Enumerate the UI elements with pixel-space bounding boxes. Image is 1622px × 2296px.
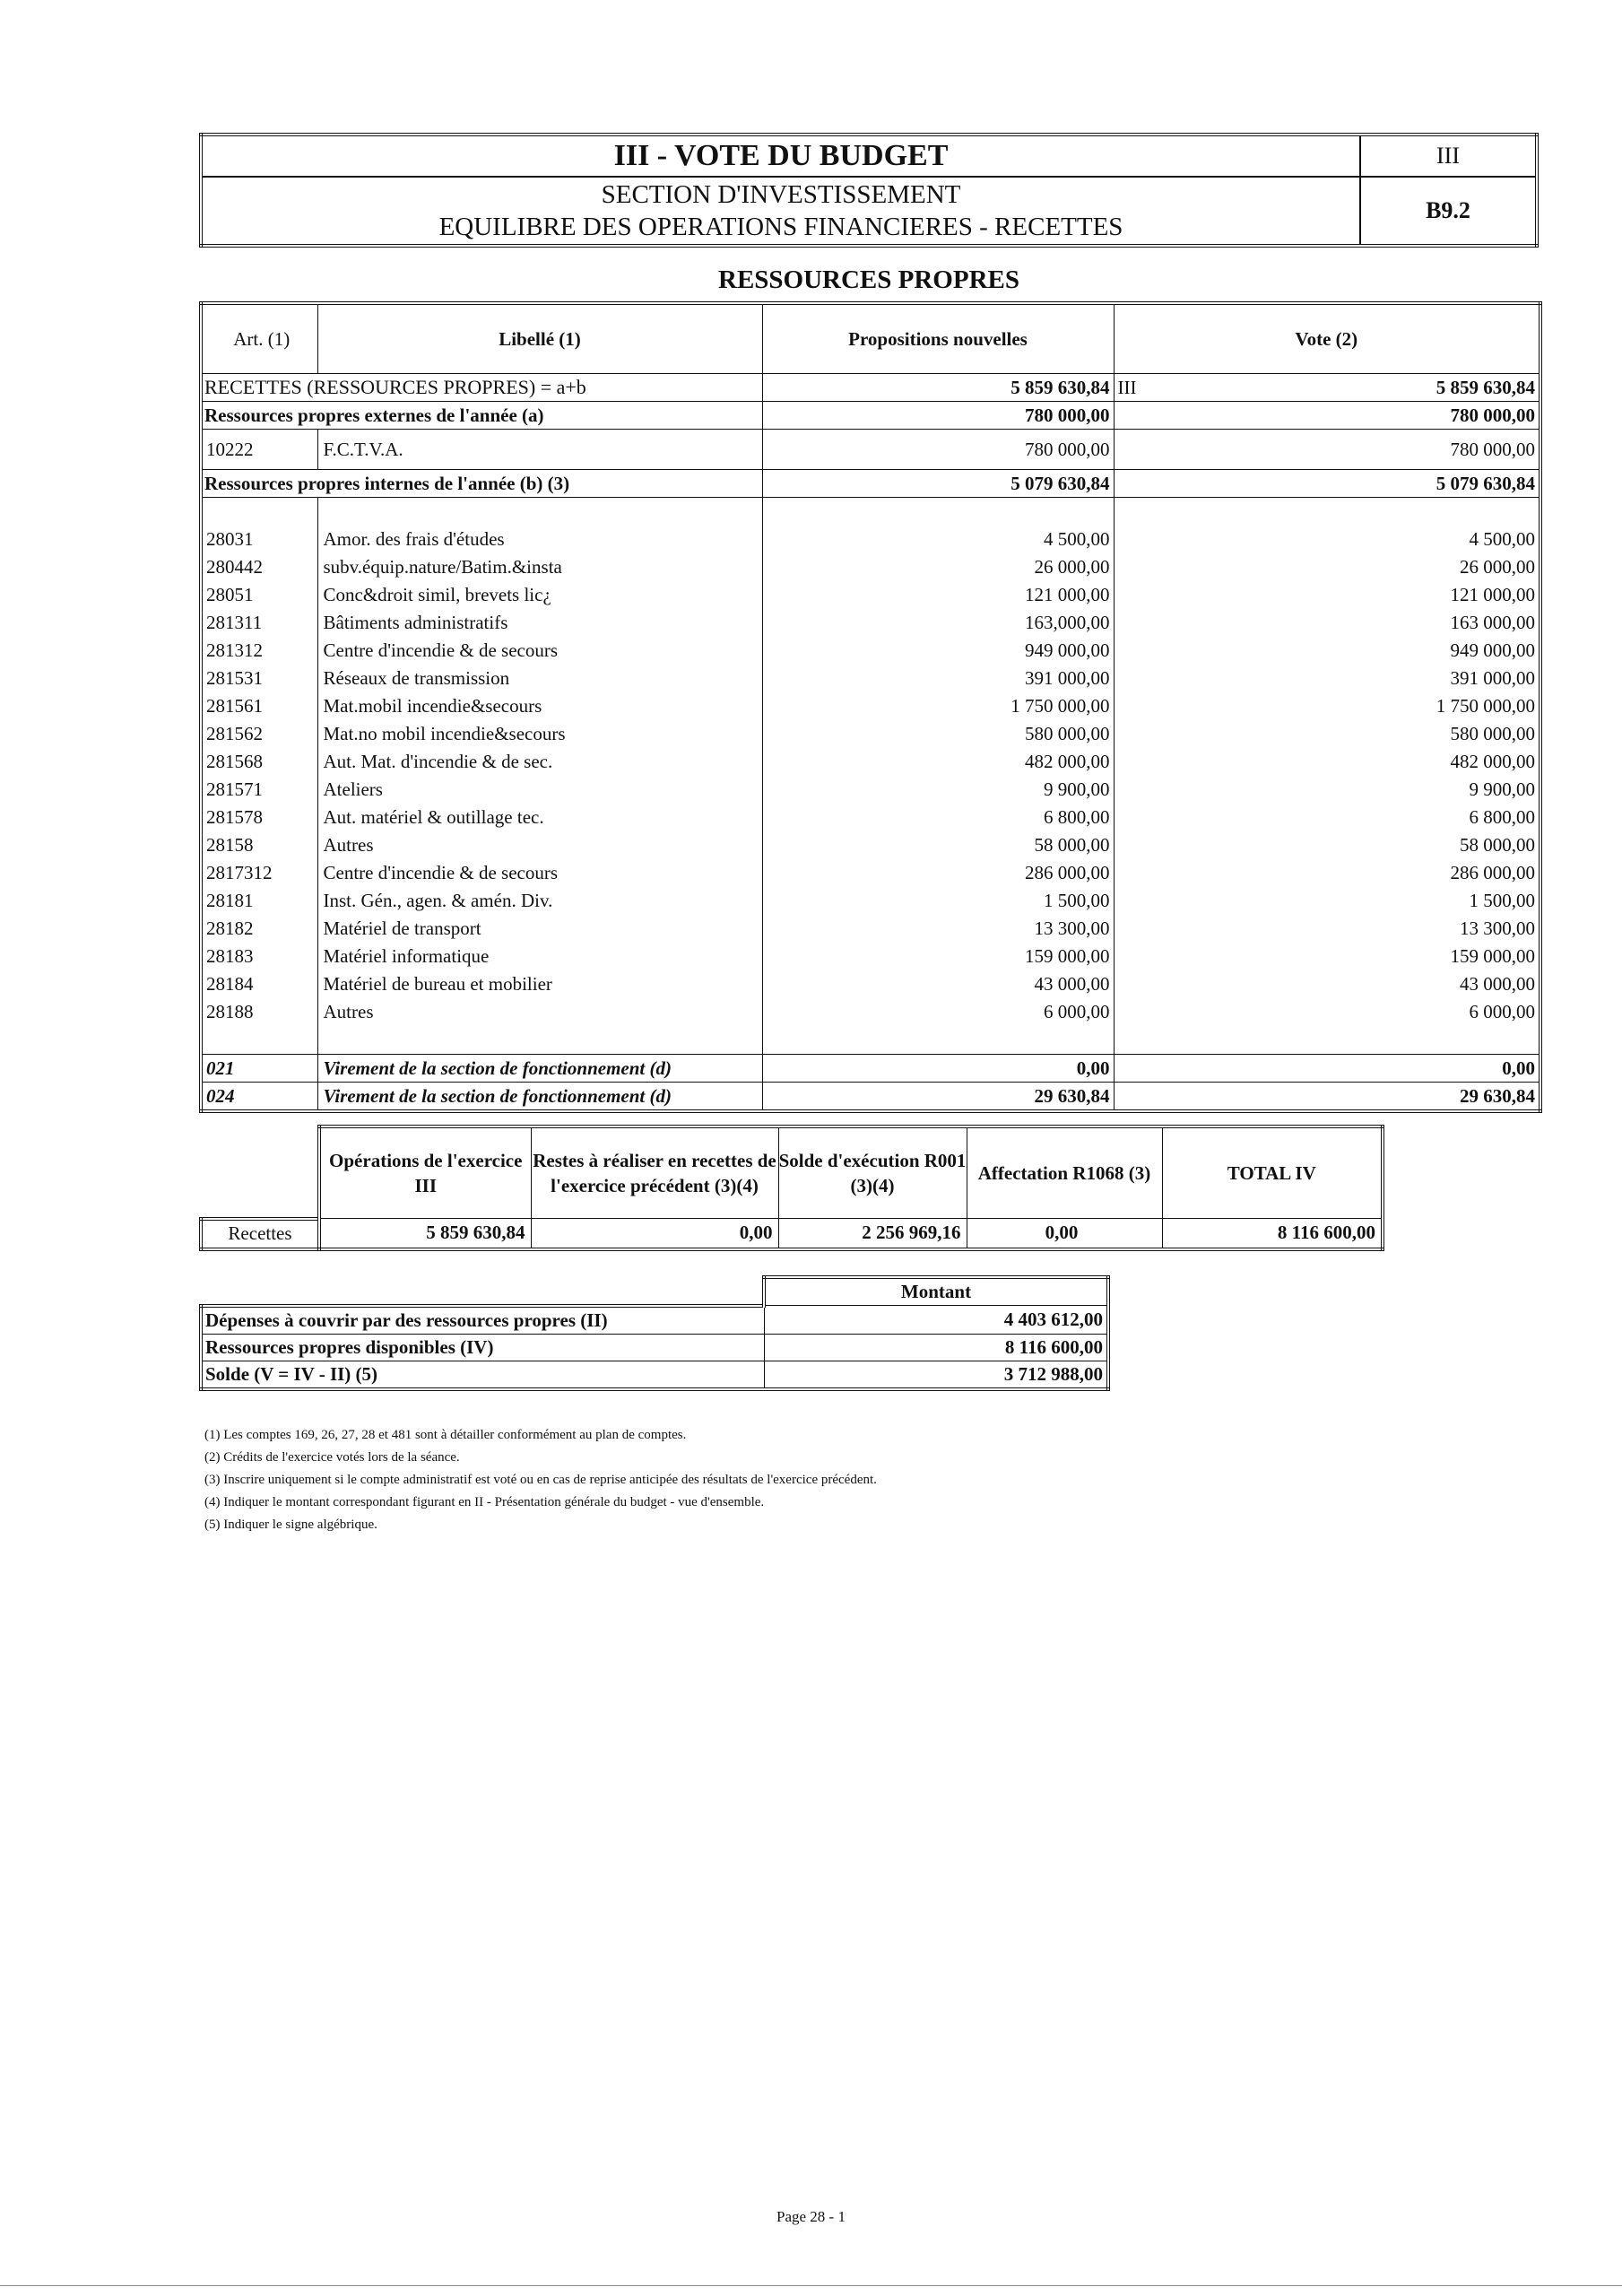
table-row xyxy=(201,581,1540,609)
vote-value: 0,00 xyxy=(1114,1055,1540,1083)
art-code: 28183 xyxy=(201,943,317,970)
montant-value: 4 403 612,00 xyxy=(764,1306,1108,1335)
section-code-bottom: B9.2 xyxy=(1360,177,1537,246)
propositions-value: 6 000,00 xyxy=(762,998,1114,1026)
vote-value: 9 900,00 xyxy=(1114,776,1540,804)
libelle: Centre d'incendie & de secours xyxy=(317,859,762,887)
virement-row xyxy=(201,1055,1540,1083)
propositions-value: 949 000,00 xyxy=(762,637,1114,665)
libelle: Inst. Gén., agen. & amén. Div. xyxy=(317,887,762,915)
footnote: (1) Les comptes 169, 26, 27, 28 et 481 sont à détailler conformément au plan de comptes. xyxy=(204,1428,687,1442)
art-code: 281562 xyxy=(201,720,317,748)
total-vote: 5 859 630,84 xyxy=(1436,376,1535,398)
art-code: 28184 xyxy=(201,970,317,998)
libelle: Aut. matériel & outillage tec. xyxy=(317,804,762,831)
spacer-row xyxy=(201,1026,1540,1055)
footnote: (5) Indiquer le signe algébrique. xyxy=(204,1518,377,1532)
externes-row xyxy=(201,402,1540,430)
propositions-value: 286 000,00 xyxy=(762,859,1114,887)
montant-row xyxy=(201,1306,1108,1335)
page-number: Page 28 - 1 xyxy=(776,2208,846,2225)
vote-value: 29 630,84 xyxy=(1114,1083,1540,1112)
art-code: 2817312 xyxy=(201,859,317,887)
table-row xyxy=(201,430,1540,470)
ressources-table xyxy=(199,301,1542,1113)
vote-value: 4 500,00 xyxy=(1114,526,1540,553)
art-code: 281571 xyxy=(201,776,317,804)
propositions-value: 159 000,00 xyxy=(762,943,1114,970)
table-row xyxy=(201,998,1540,1026)
libelle: Matériel informatique xyxy=(317,943,762,970)
internes-row xyxy=(201,470,1540,498)
table-row xyxy=(201,637,1540,665)
table-row xyxy=(201,831,1540,859)
vote-value: 121 000,00 xyxy=(1114,581,1540,609)
vote-value: 286 000,00 xyxy=(1114,859,1540,887)
col-header-art: Art. (1) xyxy=(201,303,317,374)
affectation-value: 0,00 xyxy=(967,1219,1162,1249)
vote-value: 13 300,00 xyxy=(1114,915,1540,943)
art-code: 021 xyxy=(201,1055,317,1083)
section-subtitle xyxy=(201,177,1360,246)
table-row xyxy=(201,804,1540,831)
libelle: Virement de la section de fonctionnement (d) xyxy=(317,1055,762,1083)
propositions-value: 13 300,00 xyxy=(762,915,1114,943)
externes-propositions: 780 000,00 xyxy=(762,402,1114,430)
table-row xyxy=(201,748,1540,776)
propositions-value: 4 500,00 xyxy=(762,526,1114,553)
vote-value: 163 000,00 xyxy=(1114,609,1540,637)
art-code: 28158 xyxy=(201,831,317,859)
footnote: (2) Crédits de l'exercice votés lors de la séance. xyxy=(204,1450,460,1465)
art-code: 28188 xyxy=(201,998,317,1026)
propositions-value: 1 750 000,00 xyxy=(762,692,1114,720)
section-code-top: III xyxy=(1360,135,1537,177)
art-code: 281311 xyxy=(201,609,317,637)
table-row xyxy=(201,609,1540,637)
libelle: Autres xyxy=(317,998,762,1026)
total-mid-label: III xyxy=(1117,377,1137,398)
propositions-value: 6 800,00 xyxy=(762,804,1114,831)
recettes-row xyxy=(201,1219,1383,1249)
table-row xyxy=(201,720,1540,748)
operations-header-row xyxy=(201,1126,1383,1219)
table-row xyxy=(201,859,1540,887)
vote-value: 482 000,00 xyxy=(1114,748,1540,776)
table-row xyxy=(201,776,1540,804)
vote-value: 1 750 000,00 xyxy=(1114,692,1540,720)
solde-value: 2 256 969,16 xyxy=(778,1219,967,1249)
table-row xyxy=(201,943,1540,970)
montant-value: 3 712 988,00 xyxy=(764,1361,1108,1389)
col-header-vote: Vote (2) xyxy=(1114,303,1540,374)
art-code: 281312 xyxy=(201,637,317,665)
col-header-total: TOTAL IV xyxy=(1162,1126,1383,1219)
footnote: (3) Inscrire uniquement si le compte administratif est voté ou en cas de reprise anticipée des résultats de l'exercice précédent. xyxy=(204,1473,877,1487)
table-header-row xyxy=(201,303,1540,374)
art-code: 28031 xyxy=(201,526,317,553)
vote-value: 780 000,00 xyxy=(1114,430,1540,470)
montant-header-row xyxy=(201,1277,1108,1306)
table-row xyxy=(201,665,1540,692)
libelle: Mat.no mobil incendie&secours xyxy=(317,720,762,748)
montant-label: Solde (V = IV - II) (5) xyxy=(201,1361,764,1389)
section-name: SECTION D'INVESTISSEMENT xyxy=(601,180,961,209)
col-header-libelle: Libellé (1) xyxy=(317,303,762,374)
propositions-value: 9 900,00 xyxy=(762,776,1114,804)
col-header-operations: Opérations de l'exercice III xyxy=(319,1126,531,1219)
subtitle-text: EQUILIBRE DES OPERATIONS FINANCIERES - RECETTES xyxy=(438,213,1123,241)
libelle: F.C.T.V.A. xyxy=(317,430,762,470)
art-code: 281568 xyxy=(201,748,317,776)
art-code: 28181 xyxy=(201,887,317,915)
libelle: Matériel de bureau et mobilier xyxy=(317,970,762,998)
vote-value: 6 000,00 xyxy=(1114,998,1540,1026)
recettes-label: Recettes xyxy=(201,1219,319,1249)
bottom-rule xyxy=(0,2285,1622,2286)
total-value: 8 116 600,00 xyxy=(1162,1219,1383,1249)
propositions-value: 1 500,00 xyxy=(762,887,1114,915)
vote-value: 58 000,00 xyxy=(1114,831,1540,859)
libelle: Bâtiments administratifs xyxy=(317,609,762,637)
vote-value: 391 000,00 xyxy=(1114,665,1540,692)
table-row xyxy=(201,526,1540,553)
montant-label: Dépenses à couvrir par des ressources propres (II) xyxy=(201,1306,764,1335)
col-header-solde: Solde d'exécution R001 (3)(4) xyxy=(778,1126,967,1219)
vote-value: 1 500,00 xyxy=(1114,887,1540,915)
vote-value: 159 000,00 xyxy=(1114,943,1540,970)
libelle: Mat.mobil incendie&secours xyxy=(317,692,762,720)
propositions-value: 43 000,00 xyxy=(762,970,1114,998)
total-label: RECETTES (RESSOURCES PROPRES) = a+b xyxy=(201,374,762,402)
vote-value: 6 800,00 xyxy=(1114,804,1540,831)
montant-value: 8 116 600,00 xyxy=(764,1334,1108,1361)
libelle: Aut. Mat. d'incendie & de sec. xyxy=(317,748,762,776)
libelle: Réseaux de transmission xyxy=(317,665,762,692)
propositions-value: 482 000,00 xyxy=(762,748,1114,776)
propositions-value: 780 000,00 xyxy=(762,430,1114,470)
montant-row xyxy=(201,1361,1108,1389)
table-row xyxy=(201,915,1540,943)
libelle: Ateliers xyxy=(317,776,762,804)
montant-label: Ressources propres disponibles (IV) xyxy=(201,1334,764,1361)
operations-value: 5 859 630,84 xyxy=(319,1219,531,1249)
footnotes xyxy=(204,1424,877,1536)
internes-propositions: 5 079 630,84 xyxy=(762,470,1114,498)
art-code: 281578 xyxy=(201,804,317,831)
vote-value: 580 000,00 xyxy=(1114,720,1540,748)
propositions-value: 391 000,00 xyxy=(762,665,1114,692)
internes-label: Ressources propres internes de l'année (b) (3) xyxy=(201,470,762,498)
col-header-propositions: Propositions nouvelles xyxy=(762,303,1114,374)
virement-row xyxy=(201,1083,1540,1112)
externes-label: Ressources propres externes de l'année (a) xyxy=(201,402,762,430)
table-row xyxy=(201,970,1540,998)
libelle: Autres xyxy=(317,831,762,859)
restes-value: 0,00 xyxy=(531,1219,778,1249)
libelle: Virement de la section de fonctionnement (d) xyxy=(317,1083,762,1112)
operations-table xyxy=(199,1125,1384,1251)
montant-table xyxy=(199,1275,1110,1391)
libelle: Amor. des frais d'études xyxy=(317,526,762,553)
total-vote-cell xyxy=(1114,374,1540,402)
art-code: 281531 xyxy=(201,665,317,692)
libelle: Centre d'incendie & de secours xyxy=(317,637,762,665)
libelle: subv.équip.nature/Batim.&insta xyxy=(317,553,762,581)
vote-value: 949 000,00 xyxy=(1114,637,1540,665)
vote-value: 26 000,00 xyxy=(1114,553,1540,581)
table-row xyxy=(201,553,1540,581)
montant-header: Montant xyxy=(764,1277,1108,1306)
header-block xyxy=(199,133,1539,248)
col-header-restes: Restes à réaliser en recettes de l'exercice précédent (3)(4) xyxy=(531,1126,778,1219)
propositions-value: 29 630,84 xyxy=(762,1083,1114,1112)
page-title: III - VOTE DU BUDGET xyxy=(201,135,1360,177)
propositions-value: 0,00 xyxy=(762,1055,1114,1083)
art-code: 281561 xyxy=(201,692,317,720)
art-code: 28182 xyxy=(201,915,317,943)
propositions-value: 163,000,00 xyxy=(762,609,1114,637)
ressources-propres-title: RESSOURCES PROPRES xyxy=(718,265,1019,294)
art-code: 28051 xyxy=(201,581,317,609)
vote-value: 43 000,00 xyxy=(1114,970,1540,998)
table-row xyxy=(201,692,1540,720)
montant-row xyxy=(201,1334,1108,1361)
propositions-value: 26 000,00 xyxy=(762,553,1114,581)
propositions-value: 121 000,00 xyxy=(762,581,1114,609)
spacer-row xyxy=(201,498,1540,526)
propositions-value: 580 000,00 xyxy=(762,720,1114,748)
art-code: 10222 xyxy=(201,430,317,470)
libelle: Matériel de transport xyxy=(317,915,762,943)
total-propositions: 5 859 630,84 xyxy=(762,374,1114,402)
internes-vote: 5 079 630,84 xyxy=(1114,470,1540,498)
art-code: 280442 xyxy=(201,553,317,581)
libelle: Conc&droit simil, brevets lic¿ xyxy=(317,581,762,609)
total-row xyxy=(201,374,1540,402)
propositions-value: 58 000,00 xyxy=(762,831,1114,859)
externes-vote: 780 000,00 xyxy=(1114,402,1540,430)
footnote: (4) Indiquer le montant correspondant figurant en II - Présentation générale du budget - vue d'ensemble. xyxy=(204,1495,765,1509)
art-code: 024 xyxy=(201,1083,317,1112)
col-header-affectation: Affectation R1068 (3) xyxy=(967,1126,1162,1219)
table-row xyxy=(201,887,1540,915)
